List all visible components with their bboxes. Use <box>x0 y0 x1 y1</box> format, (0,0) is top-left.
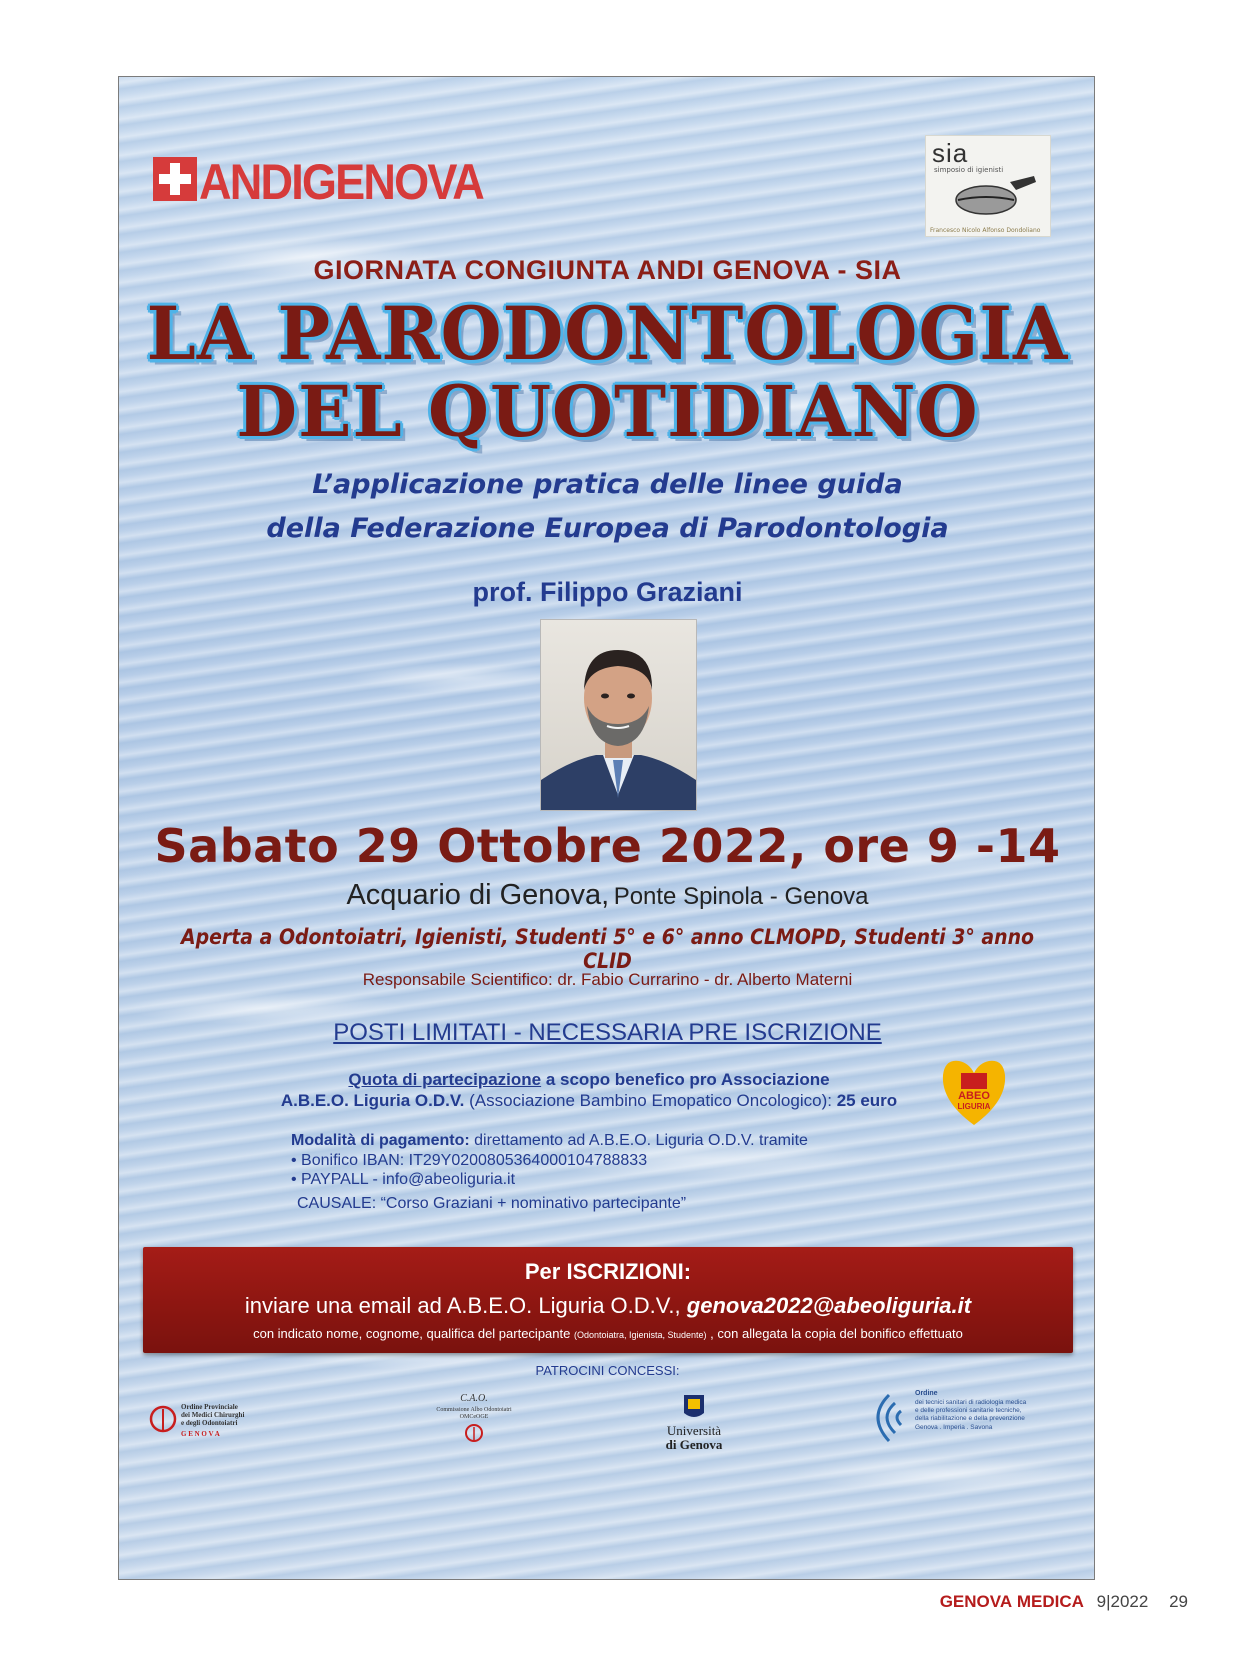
andi-logo-text: ANDIGENOVA <box>199 154 484 209</box>
page-footer <box>940 1592 1188 1612</box>
fee-org: A.B.E.O. Liguria O.D.V. <box>280 1091 465 1111</box>
fee-text: a scopo benefico pro Associazione <box>541 1070 830 1089</box>
uni-line-2: di Genova <box>665 1437 723 1452</box>
sia-logo-text: sia <box>932 138 969 168</box>
footer-page-number: 29 <box>1169 1592 1188 1611</box>
event-venue <box>119 879 1095 912</box>
registration-details-prefix: con indicato nome, cognome, qualifica del partecipante <box>253 1326 574 1341</box>
abeo-liguria-logo <box>937 1055 1011 1129</box>
registration-details-roles: (Odontoiatra, Igienista, Studente) <box>573 1330 707 1340</box>
universita-genova-logo <box>649 1391 739 1457</box>
payment-text: direttamento ad A.B.E.O. Liguria O.D.V. tramite <box>469 1132 808 1149</box>
audience-info: Aperta a Odontoiatri, Igienisti, Studenti 5° e 6° anno CLMOPD, Studenti 3° anno CLID <box>180 925 1035 973</box>
payment-info <box>291 1131 931 1190</box>
event-heading: GIORNATA CONGIUNTA ANDI GENOVA - SIA <box>313 255 902 285</box>
fee-price: 25 euro <box>836 1091 898 1111</box>
footer-issue: 9|2022 <box>1096 1592 1149 1611</box>
speaker-name: prof. Filippo Graziani <box>472 577 743 607</box>
scientific-responsible: Responsabile Scientifico: dr. Fabio Currarino - dr. Alberto Materni <box>362 970 853 989</box>
cao-logo <box>419 1391 529 1451</box>
ordine-line-1: Ordine Provinciale <box>181 1403 238 1411</box>
tsrm-line-2: e delle professioni sanitarie tecniche, <box>915 1407 1022 1414</box>
payment-causale: CAUSALE: “Corso Graziani + nominativo partecipante” <box>297 1195 687 1212</box>
sia-logo-caption: Francesco Nicolo Alfonso Dondoliano <box>930 227 1041 234</box>
tsrm-line-3: della riabilitazione e della prevenzione <box>915 1415 1025 1422</box>
registration-banner <box>143 1247 1073 1353</box>
registration-details <box>143 1326 1073 1341</box>
cao-title: C.A.O. <box>460 1393 488 1404</box>
abeo-logo-name: ABEO <box>958 1090 990 1102</box>
footer-brand-genova: GENOVA <box>939 1592 1013 1611</box>
ordine-city: G E N O V A <box>181 1430 220 1438</box>
ordine-tsrm-logo <box>859 1387 1059 1449</box>
ordine-line-3: e degli Odontoiatri <box>181 1419 238 1427</box>
subtitle-line-1: L’applicazione pratica delle linee guida <box>312 469 903 500</box>
registration-details-suffix: , con allegata la copia del bonifico effettuato <box>706 1326 963 1341</box>
abeo-logo-region: LIGURIA <box>957 1102 991 1111</box>
registration-line-prefix: inviare una email ad A.B.E.O. Liguria O.D.V., <box>244 1293 687 1318</box>
cao-line-1: Commissione Albo Odontoiatri <box>436 1407 512 1413</box>
title-line-2: DEL QUOTIDIANO <box>236 370 979 453</box>
patronage-heading: PATROCINI CONCESSI: <box>535 1363 680 1378</box>
payment-label: Modalità di pagamento: <box>291 1132 470 1149</box>
payment-paypal: • PAYPALL - info@abeoliguria.it <box>291 1171 516 1189</box>
andi-genova-logo <box>151 149 487 209</box>
lips-sketch-icon <box>950 176 1036 220</box>
venue-detail: Ponte Spinola - Genova <box>613 883 869 910</box>
event-date: Sabato 29 Ottobre 2022, ore 9 -14 <box>154 819 1061 873</box>
ordine-medici-logo <box>149 1399 289 1439</box>
venue-name: Acquario di Genova, <box>346 879 610 911</box>
registration-title: Per ISCRIZIONI: <box>524 1259 692 1284</box>
tsrm-line-1: dei tecnici sanitari di radiologia medica <box>915 1399 1027 1406</box>
registration-instructions <box>143 1293 1073 1319</box>
ordine-line-2: dei Medici Chirurghi <box>181 1411 245 1419</box>
registration-email: genova2022@abeoliguria.it <box>686 1293 972 1318</box>
footer-brand-medica: MEDICA <box>1016 1592 1084 1611</box>
event-poster <box>118 76 1095 1580</box>
title-line-1: LA PARODONTOLOGIA <box>146 289 1069 378</box>
speaker-portrait-icon <box>541 620 696 810</box>
payment-bonifico: • Bonifico IBAN: IT29Y0200805364000104788833 <box>291 1151 648 1169</box>
speaker-photo <box>540 619 697 811</box>
uni-line-1: Università <box>666 1423 722 1438</box>
fee-org-detail: (Associazione Bambino Emopatico Oncologico): <box>464 1091 837 1111</box>
fee-label: Quota di partecipazione <box>348 1070 542 1089</box>
cao-line-2: OMCeOGE <box>459 1414 489 1420</box>
tsrm-title: Ordine <box>915 1390 938 1397</box>
sia-logo <box>925 135 1051 237</box>
tsrm-line-4: Genova . Imperia . Savona <box>915 1424 993 1431</box>
limited-places-notice: POSTI LIMITATI - NECESSARIA PRE ISCRIZIONE <box>333 1019 882 1046</box>
sia-logo-subtitle: simposio di igienisti <box>934 166 1004 174</box>
participation-fee <box>239 1069 939 1112</box>
subtitle-line-2: della Federazione Europea di Parodontologia <box>266 513 949 544</box>
